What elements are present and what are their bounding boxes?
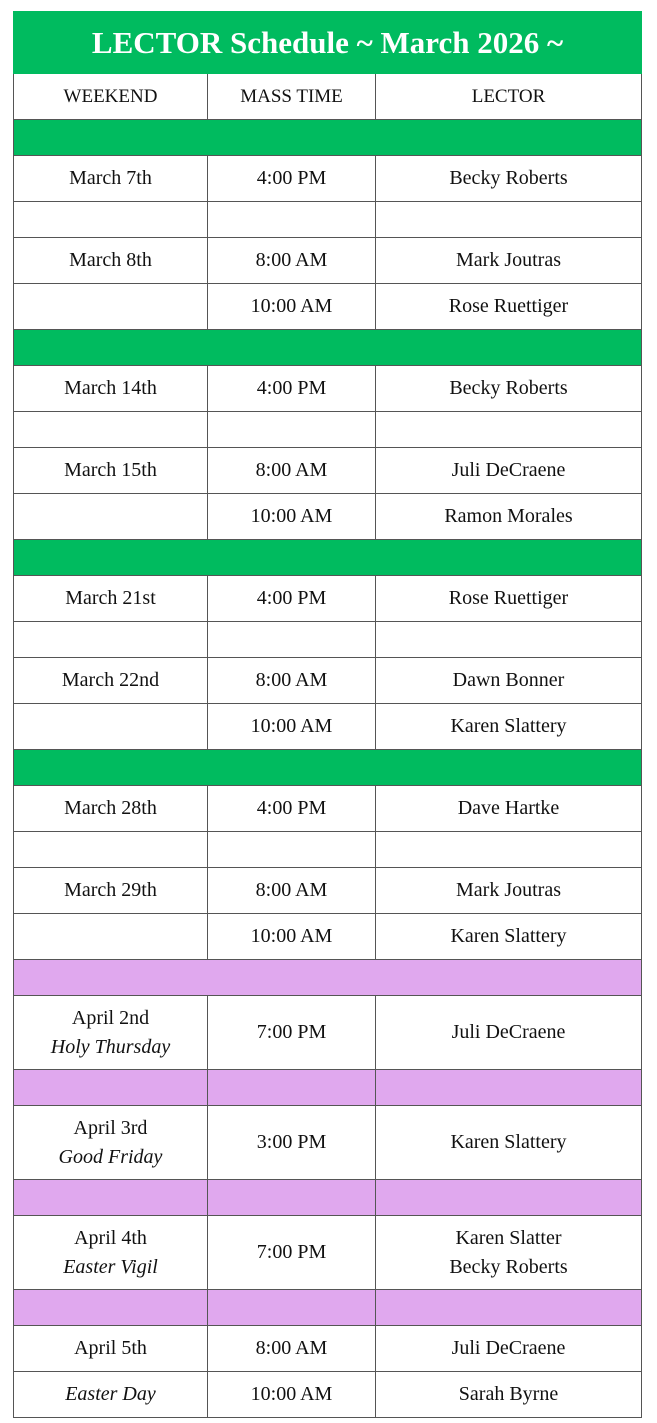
header-mass-time: MASS TIME: [208, 74, 376, 120]
week-separator: [14, 540, 642, 576]
mass-time-cell: 3:00 PM: [208, 1106, 376, 1180]
table-row: [14, 1372, 642, 1418]
blank-row: [14, 1070, 642, 1106]
weekend-cell: [14, 914, 208, 960]
mass-time-cell: 10:00 AM: [208, 914, 376, 960]
feast-name: Good Friday: [58, 1145, 163, 1168]
weekend-cell: [14, 704, 208, 750]
mass-time-cell: 8:00 AM: [208, 1326, 376, 1372]
holy-week-separator: [14, 960, 642, 996]
lector-cell: [376, 996, 642, 1070]
mass-time-cell: 10:00 AM: [208, 704, 376, 750]
lector-name: Becky Roberts: [449, 1255, 568, 1278]
week-separator: [14, 330, 642, 366]
table-row: [14, 914, 642, 960]
table-row: [14, 1106, 642, 1180]
mass-time-cell: 8:00 AM: [208, 238, 376, 284]
weekend-cell: [14, 494, 208, 540]
weekend-cell: March 7th: [14, 156, 208, 202]
lector-schedule-table: [13, 11, 642, 1418]
lector-cell: [376, 1216, 642, 1290]
lector-cell: Becky Roberts: [376, 366, 642, 412]
weekend-cell: March 21st: [14, 576, 208, 622]
mass-time-cell: 10:00 AM: [208, 1372, 376, 1418]
lector-cell: Rose Ruettiger: [376, 284, 642, 330]
lector-cell: Juli DeCraene: [376, 1326, 642, 1372]
table-row: [14, 494, 642, 540]
mass-time-cell: 10:00 AM: [208, 494, 376, 540]
weekend-cell: March 29th: [14, 868, 208, 914]
blank-row: [14, 1290, 642, 1326]
table-row: [14, 996, 642, 1070]
feast-name: Easter Vigil: [63, 1255, 158, 1278]
table-row: [14, 1216, 642, 1290]
weekend-cell: March 28th: [14, 786, 208, 832]
date-text: April 3rd: [73, 1116, 148, 1139]
table-row: [14, 448, 642, 494]
schedule-title: LECTOR Schedule ~ March 2026 ~: [14, 12, 642, 74]
table-row: [14, 658, 642, 704]
blank-row: [14, 412, 642, 448]
lector-cell: Sarah Byrne: [376, 1372, 642, 1418]
lector-name: Karen Slattery: [450, 1131, 567, 1153]
table-row: [14, 786, 642, 832]
lector-cell: [376, 1106, 642, 1180]
mass-time-cell: 10:00 AM: [208, 284, 376, 330]
weekend-cell: Easter Day: [14, 1372, 208, 1418]
weekend-cell: March 22nd: [14, 658, 208, 704]
mass-time-cell: 7:00 PM: [208, 996, 376, 1070]
lector-cell: Rose Ruettiger: [376, 576, 642, 622]
weekend-cell: [14, 1106, 208, 1180]
lector-cell: Ramon Morales: [376, 494, 642, 540]
table-row: [14, 366, 642, 412]
weekend-cell: [14, 996, 208, 1070]
lector-cell: Karen Slattery: [376, 914, 642, 960]
lector-cell: Juli DeCraene: [376, 448, 642, 494]
weekend-cell: March 8th: [14, 238, 208, 284]
header-weekend: WEEKEND: [14, 74, 208, 120]
mass-time-cell: 8:00 AM: [208, 448, 376, 494]
mass-time-cell: 4:00 PM: [208, 156, 376, 202]
mass-time-cell: 4:00 PM: [208, 576, 376, 622]
feast-name: Holy Thursday: [50, 1035, 171, 1058]
mass-time-cell: 4:00 PM: [208, 786, 376, 832]
table-row: [14, 704, 642, 750]
weekend-cell: March 14th: [14, 366, 208, 412]
weekend-cell: March 15th: [14, 448, 208, 494]
lector-cell: Mark Joutras: [376, 238, 642, 284]
header-lector: LECTOR: [376, 74, 642, 120]
weekend-cell: [14, 284, 208, 330]
blank-row: [14, 202, 642, 238]
lector-cell: Karen Slattery: [376, 704, 642, 750]
weekend-cell: [14, 1216, 208, 1290]
lector-cell: Becky Roberts: [376, 156, 642, 202]
lector-name: Juli DeCraene: [451, 1021, 566, 1043]
blank-row: [14, 622, 642, 658]
table-row: [14, 1326, 642, 1372]
date-text: April 4th: [74, 1226, 147, 1249]
table-row: [14, 868, 642, 914]
table-row: [14, 156, 642, 202]
week-separator: [14, 120, 642, 156]
table-row: [14, 576, 642, 622]
blank-row: [14, 1180, 642, 1216]
lector-cell: Mark Joutras: [376, 868, 642, 914]
week-separator: [14, 750, 642, 786]
date-text: April 2nd: [71, 1006, 150, 1029]
lector-cell: Dawn Bonner: [376, 658, 642, 704]
mass-time-cell: 8:00 AM: [208, 868, 376, 914]
table-row: [14, 238, 642, 284]
mass-time-cell: 4:00 PM: [208, 366, 376, 412]
blank-row: [14, 832, 642, 868]
weekend-cell: April 5th: [14, 1326, 208, 1372]
mass-time-cell: 8:00 AM: [208, 658, 376, 704]
mass-time-cell: 7:00 PM: [208, 1216, 376, 1290]
table-row: [14, 284, 642, 330]
lector-name: Karen Slatter: [455, 1226, 562, 1249]
lector-cell: Dave Hartke: [376, 786, 642, 832]
